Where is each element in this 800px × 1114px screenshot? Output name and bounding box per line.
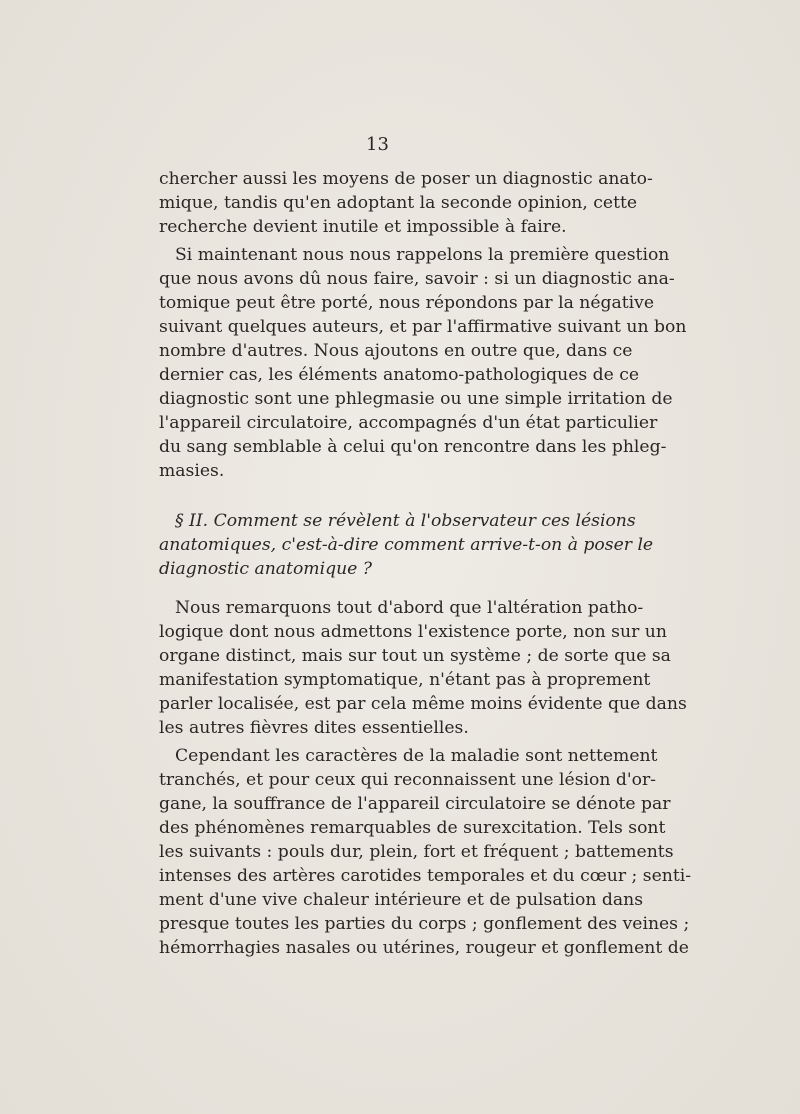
text-line: Si maintenant nous nous rappelons la première question (175, 245, 670, 265)
text-line: Nous remarquons tout d'abord que l'altération patho- (175, 598, 644, 618)
text-line: Cependant les caractères de la maladie sont nettement (175, 746, 658, 766)
text-line: presque toutes les parties du corps ; gonflement des veines ; (159, 914, 690, 934)
text-line: les autres fièvres dites essentielles. (159, 718, 469, 738)
text-line: chercher aussi les moyens de poser un diagnostic anato- (159, 169, 653, 189)
text-line: logique dont nous admettons l'existence porte, non sur un (159, 622, 667, 642)
text-line: les suivants : pouls dur, plein, fort et fréquent ; battements (159, 842, 674, 862)
text-line: gane, la souffrance de l'appareil circulatoire se dénote par (159, 794, 671, 814)
text-line: organe distinct, mais sur tout un système ; de sorte que sa (159, 646, 671, 666)
heading-line: anatomiques, c'est-à-dire comment arrive-t-on à poser le (159, 535, 654, 555)
text-line: manifestation symptomatique, n'étant pas à proprement (159, 670, 651, 690)
text-line: tranchés, et pour ceux qui reconnaissent une lésion d'or- (159, 770, 656, 790)
text-line: des phénomènes remarquables de surexcitation. Tels sont (159, 818, 666, 838)
text-line: du sang semblable à celui qu'on rencontre dans les phleg- (159, 437, 667, 457)
text-line: tomique peut être porté, nous répondons par la négative (159, 293, 655, 313)
text-line: que nous avons dû nous faire, savoir : si un diagnostic ana- (159, 269, 675, 289)
text-line: intenses des artères carotides temporales et du cœur ; senti- (159, 866, 692, 886)
page-number: 13 (366, 134, 389, 155)
text-line: parler localisée, est par cela même moins évidente que dans (159, 694, 687, 714)
text-line: dernier cas, les éléments anatomo-pathologiques de ce (159, 365, 640, 385)
text-line: mique, tandis qu'en adoptant la seconde opinion, cette (159, 193, 638, 213)
text-line: masies. (159, 461, 225, 481)
text-line: nombre d'autres. Nous ajoutons en outre que, dans ce (159, 341, 633, 361)
text-line: diagnostic sont une phlegmasie ou une simple irritation de (159, 389, 673, 409)
heading-line: diagnostic anatomique ? (159, 559, 373, 579)
text-line: ment d'une vive chaleur intérieure et de pulsation dans (159, 890, 644, 910)
text-line: suivant quelques auteurs, et par l'affirmative suivant un bon (159, 317, 687, 337)
heading-line: § II. Comment se révèlent à l'observateur ces lésions (175, 511, 636, 531)
text-line: hémorrhagies nasales ou utérines, rougeur et gonflement de (159, 938, 689, 958)
text-line: l'appareil circulatoire, accompagnés d'un état particulier (159, 413, 658, 433)
text-line: recherche devient inutile et impossible à faire. (159, 217, 567, 237)
